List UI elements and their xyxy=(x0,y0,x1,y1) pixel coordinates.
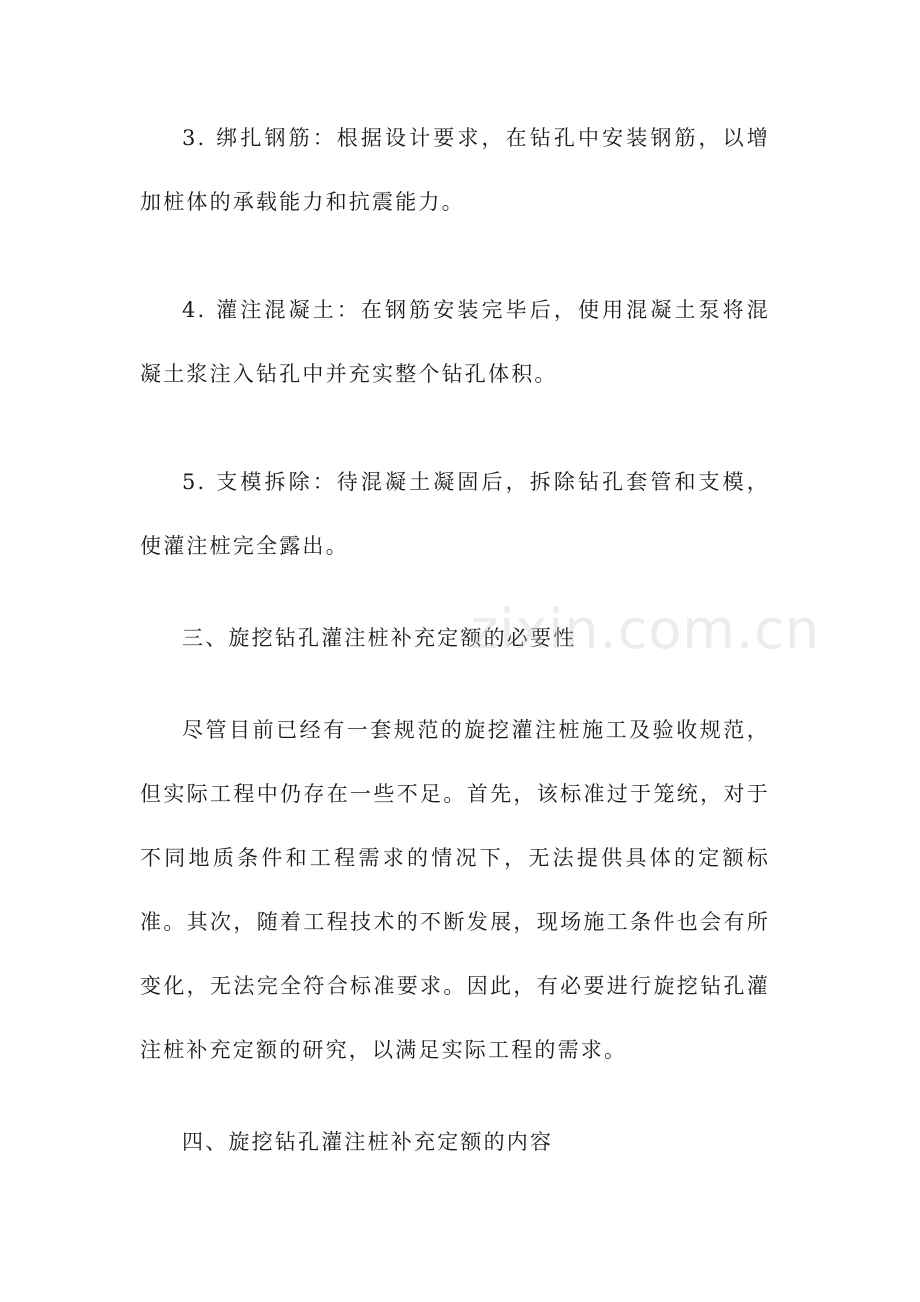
watermark: zixin.com.cn xyxy=(470,598,821,661)
section-heading-3: 三、旋挖钻孔灌注桩补充定额的必要性 xyxy=(182,626,577,650)
paragraph-necessity: 尽管目前已经有一套规范的旋挖灌注桩施工及验收规范，但实际工程中仍存在一些不足。首先，该标准过于笼统，对于不同地质条件和工程需求的情况下，无法提供具体的定额标准。其次，随着工程技术的不断发展，现场施工条件也会有所变化，无法完全符合标准要求。因此，有必要进行旋挖钻孔灌注桩补充定额的研究，以满足实际工程的需求。 xyxy=(140,718,770,1062)
paragraph-step-4: 4. 灌注混凝土：在钢筋安装完毕后，使用混凝土泵将混凝土浆注入钻孔中并充实整个钻孔体积。 xyxy=(140,298,770,386)
document-body xyxy=(140,106,770,1202)
paragraph-step-3: 3. 绑扎钢筋：根据设计要求，在钻孔中安装钢筋，以增加桩体的承载能力和抗震能力。 xyxy=(140,126,770,214)
paragraph-step-5: 5. 支模拆除：待混凝土凝固后，拆除钻孔套管和支模，使灌注桩完全露出。 xyxy=(140,470,770,558)
section-heading-4: 四、旋挖钻孔灌注桩补充定额的内容 xyxy=(182,1130,554,1154)
